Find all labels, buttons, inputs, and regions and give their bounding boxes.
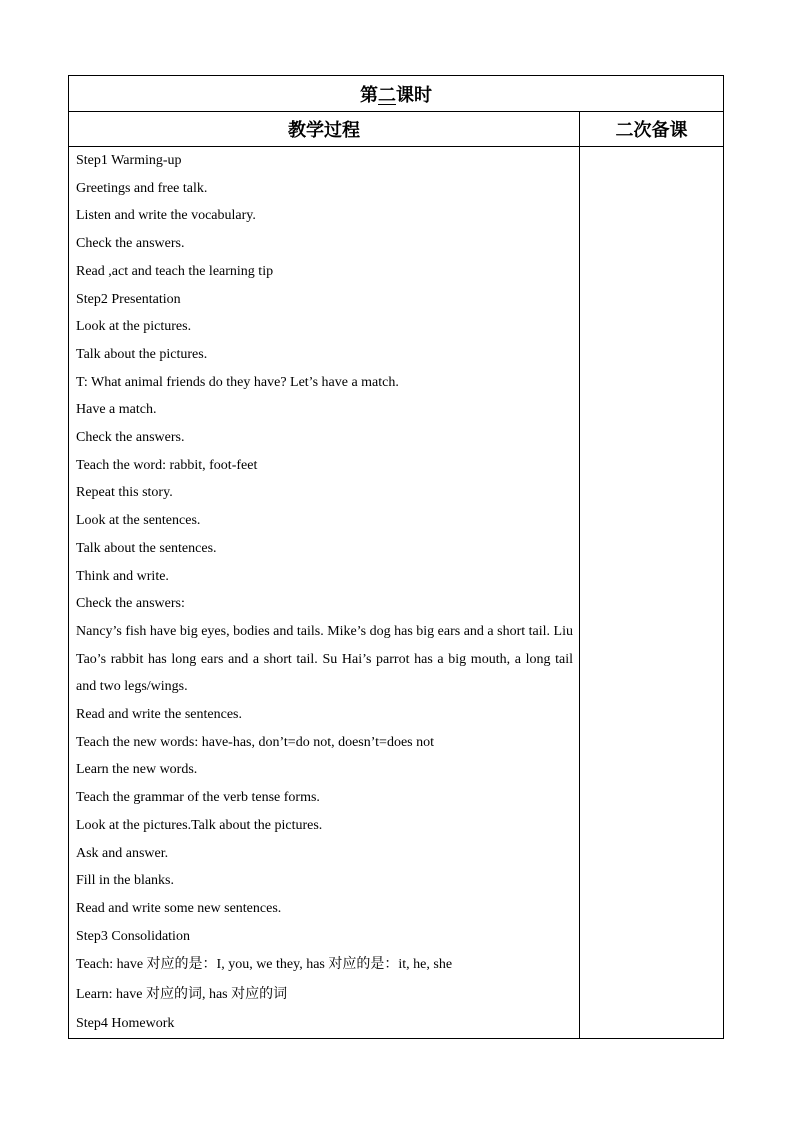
process-line: Fill in the blanks. [76,873,174,889]
process-line: Teach the new words: have-has, don’t=do not, doesn’t=does not [76,734,434,750]
process-line: Learn: have 对应的词, has 对应的词 [76,987,288,1003]
process-header: 教学过程 [69,112,580,147]
lesson-title [69,76,724,112]
process-line: Talk about the pictures. [76,346,208,362]
process-line: Read ,act and teach the learning tip [76,263,274,279]
process-line: Step3 Consolidation [76,928,190,944]
process-paragraph: Nancy’s fish have big eyes, bodies and tails. Mike’s dog has big ears and a short tail. Liu Tao’s rabbit has long ears and a short tail. Su Hai’s parrot has a big mouth, a long tail and two legs/wings. [76,623,573,695]
process-line: Look at the pictures. [76,319,192,335]
process-line: Repeat this story. [76,485,173,501]
process-line: Read and write the sentences. [76,707,242,723]
process-line: Greetings and free talk. [76,180,208,196]
process-line: Step2 Presentation [76,291,181,307]
process-line: Learn the new words. [76,762,198,778]
process-line: Ask and answer. [76,845,169,861]
notes-header: 二次备课 [580,112,724,147]
secondary-notes-cell [580,147,724,1039]
process-line: Look at the pictures.Talk about the pictures. [76,817,323,833]
process-line: Think and write. [76,568,169,584]
title-prefix: 第 [360,84,378,105]
process-line: Have a match. [76,402,157,418]
process-line: Talk about the sentences. [76,540,217,556]
lesson-number: 二 [378,84,396,105]
process-line: T: What animal friends do they have? Let’s have a match. [76,374,399,390]
process-line: Teach the grammar of the verb tense forms. [76,790,320,806]
lesson-plan-table [68,75,724,1039]
process-line: Check the answers: [76,596,185,612]
process-line: Teach the word: rabbit, foot-feet [76,457,258,473]
process-line: Step4 Homework [76,1016,175,1032]
process-line: Check the answers. [76,236,185,252]
process-line: Look at the sentences. [76,513,201,529]
header-row [69,112,724,147]
process-line: Read and write some new sentences. [76,900,282,916]
process-line: Teach: have 对应的是：I, you, we they, has 对应的是：it, he, she [76,957,453,973]
title-suffix: 课时 [396,84,432,105]
process-line: Listen and write the vocabulary. [76,208,256,224]
process-line: Check the answers. [76,430,185,446]
process-line: Step1 Warming-up [76,153,182,168]
teaching-process-cell [69,147,580,1039]
content-row [69,147,724,1039]
title-row [69,76,724,112]
